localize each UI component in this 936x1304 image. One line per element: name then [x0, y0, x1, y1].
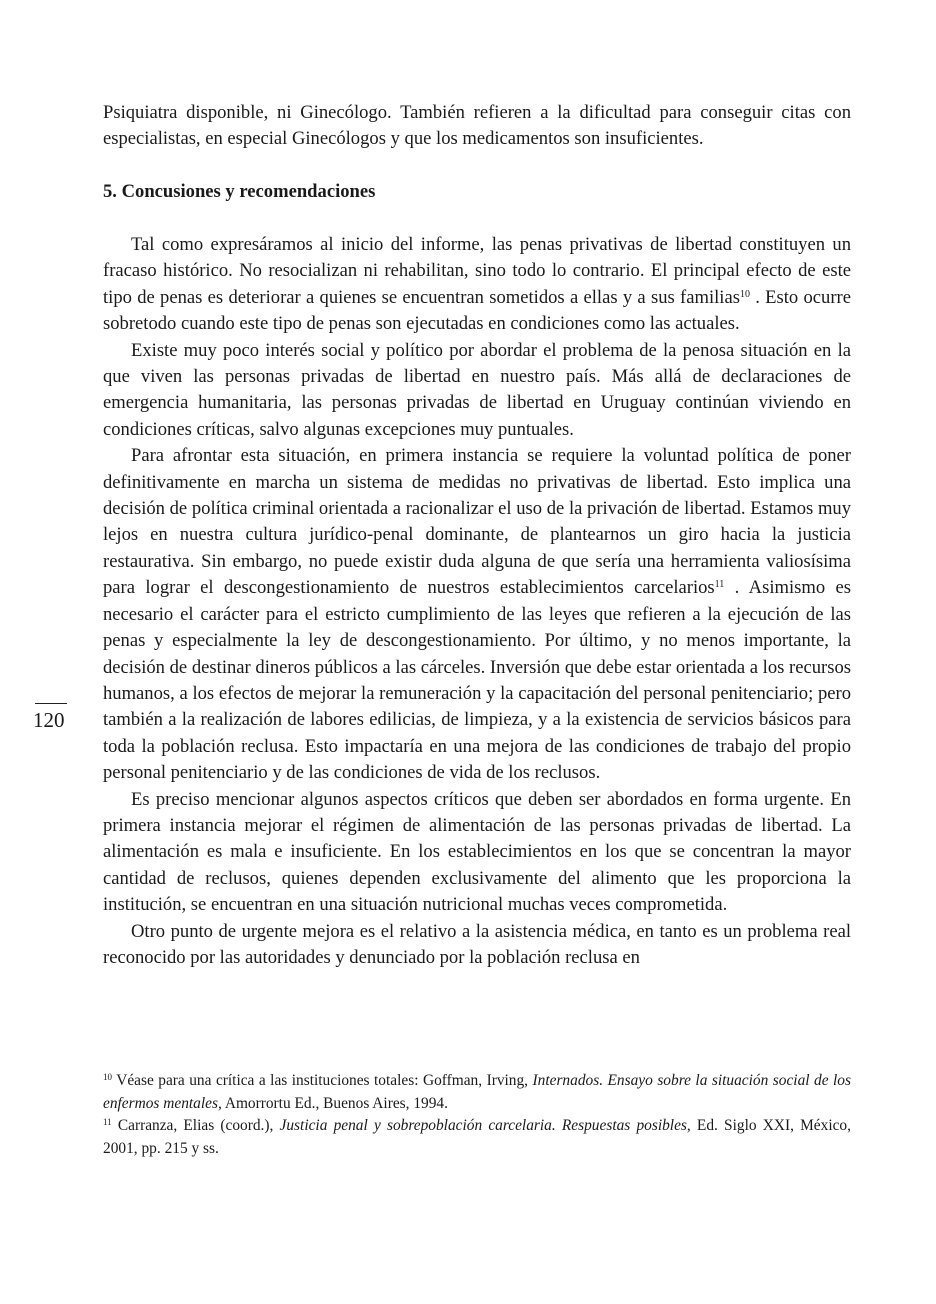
paragraph-text: . Asimismo es necesario el carácter para el estricto cumplimiento de las leyes que refieren a la ejecución de las penas y especialmente la ley de descongestionamiento. Por último, y no menos importante, la decisión de destinar dineros públicos a las cárceles. Inversión que debe estar orientada a los recursos humanos, a los efectos de mejorar la remuneración y la capacitación del personal penitenciario; pero también a la realización de labores edilicias, de limpieza, y a la existencia de servicios básicos para toda la población reclusa. Esto impactaría en una mejora de las condiciones de trabajo del propio personal penitenciario y de las condiciones de vida de los reclusos.	[103, 577, 851, 784]
footnote-ref: 11	[714, 579, 725, 591]
paragraph-text: Es preciso mencionar algunos aspectos críticos que deben ser abordados en forma urgente. En primera instancia mejorar el régimen de alimentación de las personas privadas de libertad. La alimentación es mala e insuficiente. En los establecimientos en los que se concentran la mayor cantidad de reclusos, quienes dependen exclusivamente del alimento que les proporciona la institución, se encuentran en una situación nutricional muchas veces comprometida.	[103, 788, 851, 916]
footnote-text: Véase para una crítica a las instituciones totales: Goffman, Irving,	[112, 1072, 533, 1089]
page-number-rule	[35, 703, 67, 704]
paragraph-text: Tal como expresáramos al inicio del informe, las penas privativas de libertad constituyen un fracaso histórico. No resocializan ni rehabilitan, sino todo lo contrario. El principal efecto de este tipo de penas es deteriorar a quienes se encuentran sometidos a ellas y a sus familias	[103, 234, 851, 308]
paragraph-text: Existe muy poco interés social y político por abordar el problema de la penosa situación en la que viven las personas privadas de libertad en nuestro país. Más allá de declaraciones de emergencia humanitaria, las personas privadas de libertad en Uruguay continúan viviendo en condiciones críticas, salvo algunas excepciones muy puntuales.	[103, 339, 851, 440]
footnote	[103, 1070, 851, 1115]
section-heading: 5. Concusiones y recomendaciones	[103, 181, 376, 202]
footnote-title: Internados. Ensayo sobre la situación social de los enfermos mentales,	[103, 1072, 851, 1112]
paragraph	[103, 919, 851, 972]
footnote-text: , Ed. Siglo XXI, México, 2001, pp. 215 y ss.	[103, 1117, 851, 1157]
footnote-text: Amorrortu Ed., Buenos Aires, 1994.	[221, 1094, 448, 1112]
footnote	[103, 1115, 851, 1160]
footnote-title: Justicia penal y sobrepoblación carcelaria. Respuestas posibles	[279, 1117, 687, 1134]
paragraph	[103, 338, 851, 444]
paragraph-text: Para afrontar esta situación, en primera instancia se requiere la voluntad política de poner definitivamente en marcha un sistema de medidas no privativas de libertad. Esto implica una decisión de política criminal orientada a racionalizar el uso de la privación de libertad. Estamos muy lejos en nuestra cultura jurídico-penal dominante, de plantearnos un giro hacia la justicia restaurativa. Sin embargo, no puede existir duda alguna de que sería una herramienta valiosísima para lograr el descongestionamiento de nuestros establecimientos carcelarios	[103, 445, 851, 599]
intro-paragraph: Psiquiatra disponible, ni Ginecólogo. También refieren a la dificultad para conseguir citas con especialistas, en especial Ginecólogos y que los medicamentos son insuficientes.	[103, 102, 851, 150]
paragraph	[103, 443, 851, 786]
paragraph-text: Otro punto de urgente mejora es el relativo a la asistencia médica, en tanto es un problema real reconocido por las autoridades y denunciado por la población reclusa en	[103, 920, 851, 968]
paragraph	[103, 787, 851, 919]
body-paragraphs	[103, 232, 851, 971]
footnote-text: Carranza, Elias (coord.),	[111, 1117, 280, 1134]
page-number: 120	[33, 708, 65, 732]
paragraph	[103, 232, 851, 338]
footnotes	[103, 1070, 851, 1160]
paragraph-text: . Esto ocurre sobretodo cuando este tipo de penas son ejecutadas en condiciones como las actuales.	[103, 286, 851, 335]
footnote-number: 11	[103, 1117, 112, 1127]
footnote-number: 10	[103, 1072, 112, 1082]
footnote-ref: 10	[739, 288, 750, 300]
